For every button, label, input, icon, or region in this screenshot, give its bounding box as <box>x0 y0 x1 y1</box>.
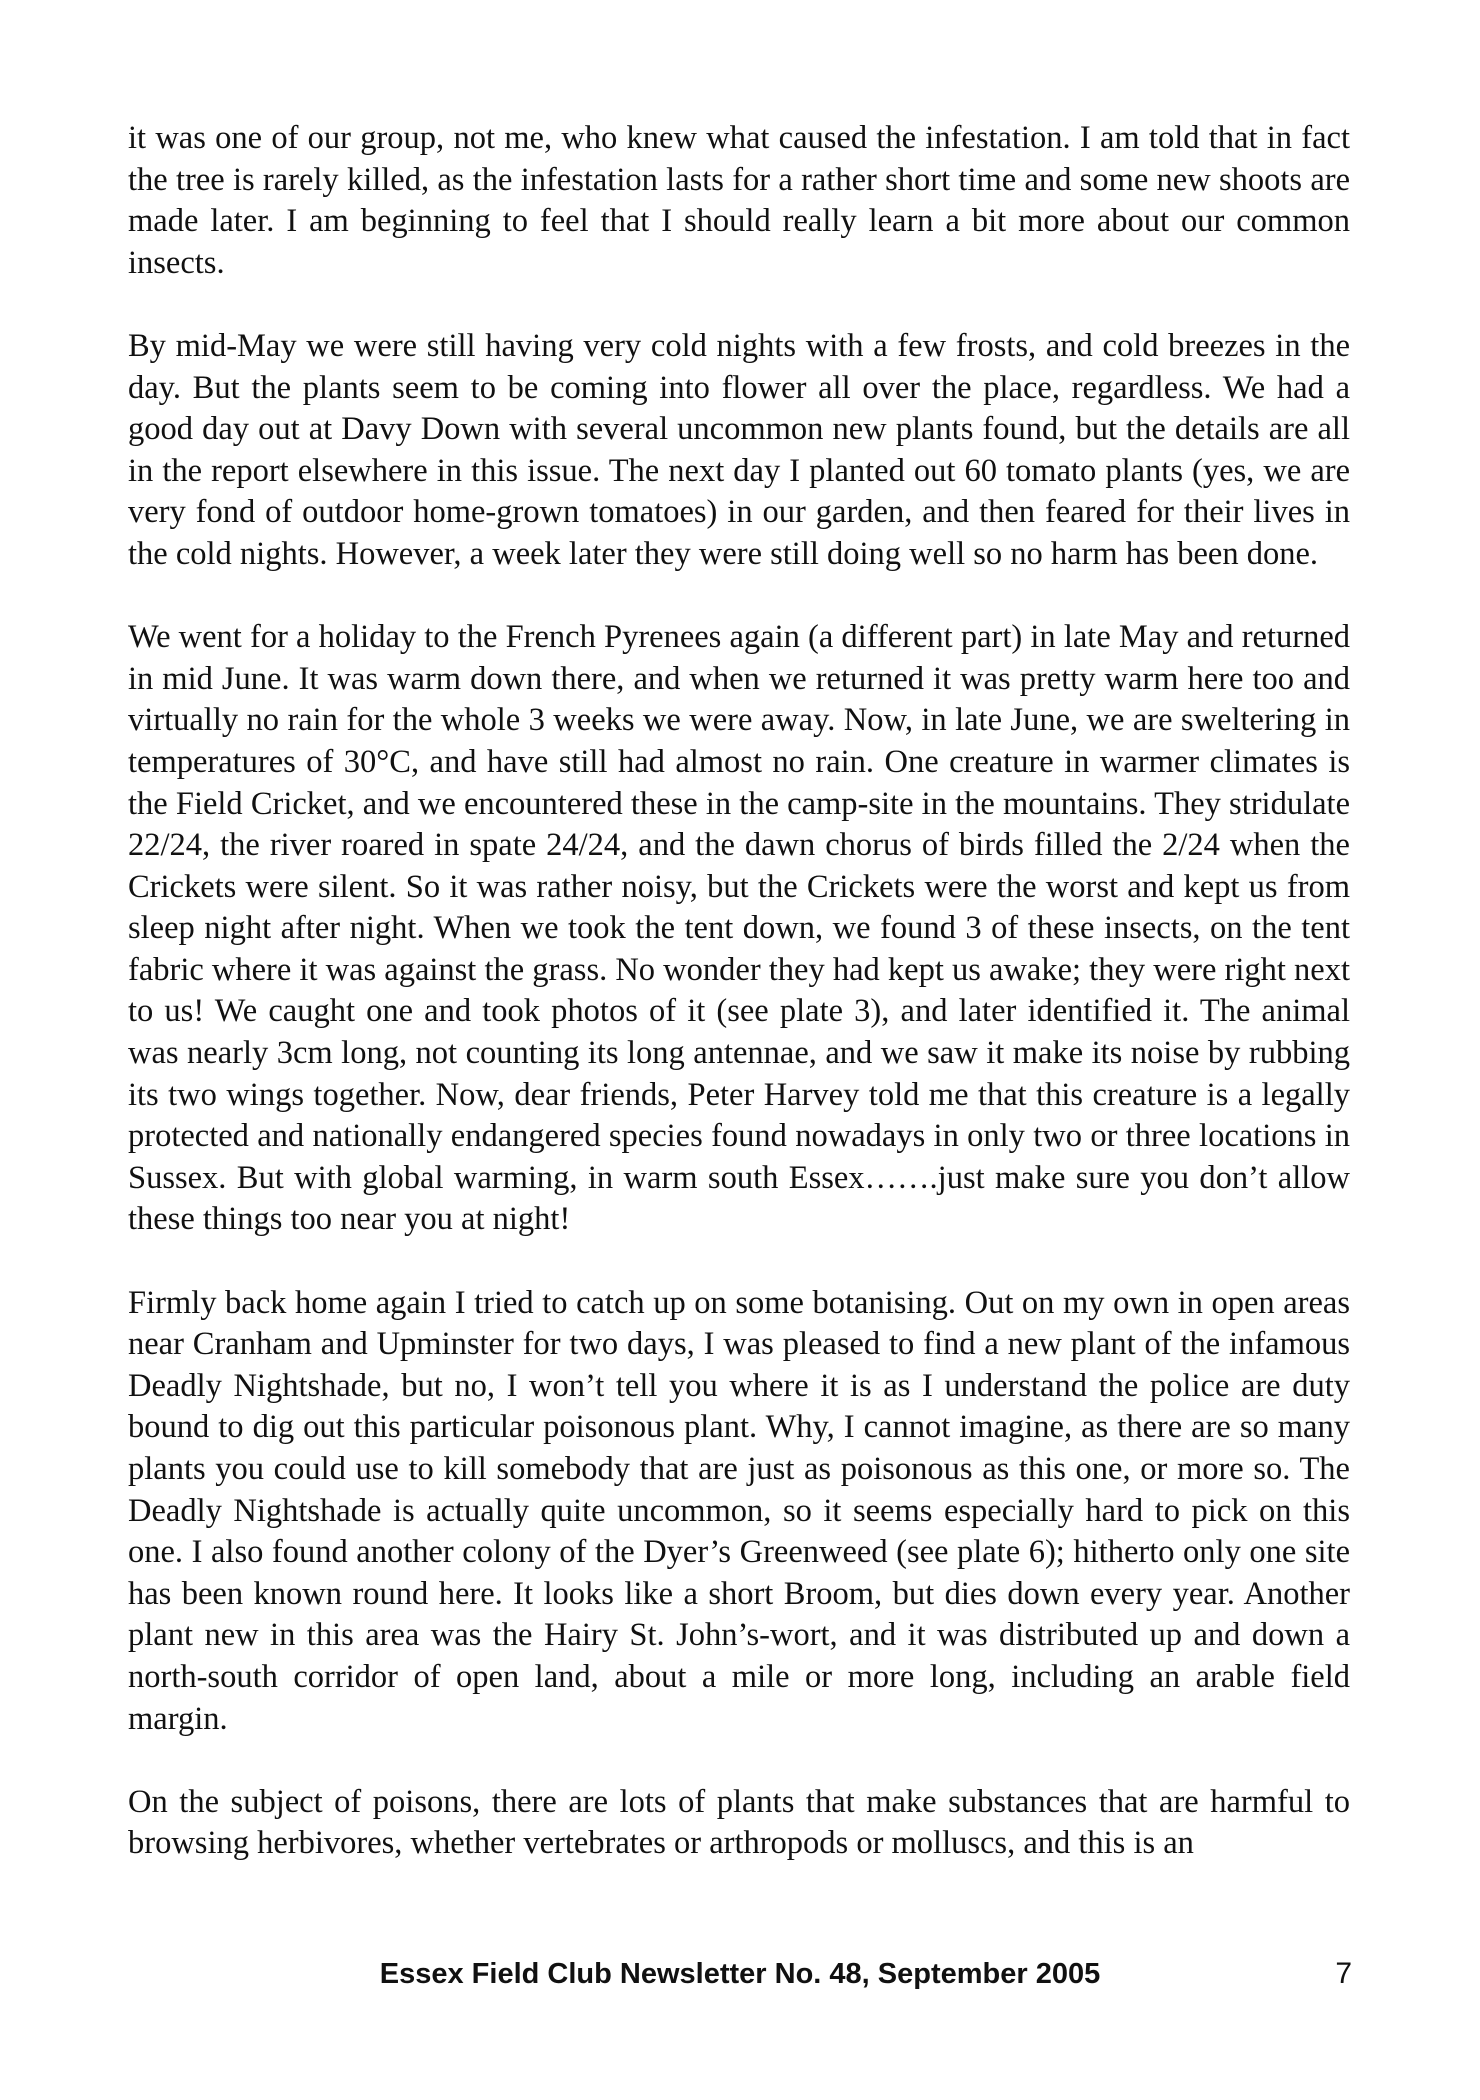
paragraph-2: By mid-May we were still having very cold nights with a few frosts, and cold breezes in the day. But the plants seem to be coming into flower all over the place, regardless. We had a good day out at Davy Down with several uncommon new plants found, but the details are all in the report elsewhere in this issue. The next day I planted out 60 tomato plants (yes, we are very fond of outdoor home-grown tomatoes) in our garden, and then feared for their lives in the cold nights. However, a week later they were still doing well so no harm has been done. <box>128 327 1350 572</box>
paragraph-3: We went for a holiday to the French Pyrenees again (a different part) in late May and returned in mid June. It was warm down there, and when we returned it was pretty warm here too and virtually no rain for the whole 3 weeks we were away. Now, in late June, we are sweltering in temperatures of 30°C, and have still had almost no rain. One creature in warmer climates is the Field Cricket, and we encountered these in the camp-site in the mountains. They stridulate 22/24, the river roared in spate 24/24, and the dawn chorus of birds filled the 2/24 when the Crickets were silent. So it was rather noisy, but the Crickets were the worst and kept us from sleep night after night. When we took the tent down, we found 3 of these insects, on the tent fabric where it was against the grass. No wonder they had kept us awake; they were right next to us! We caught one and took photos of it (see plate 3), and later identified it. The animal was nearly 3cm long, not counting its long antennae, and we saw it make its noise by rubbing its two wings together. Now, dear friends, Peter Harvey told me that this creature is a legally protected and nationally endangered species found nowadays in only two or three locations in Sussex. But with global warming, in warm south Essex…….just make sure you don’t allow these things too near you at night! <box>128 619 1350 1238</box>
paragraph-5: On the subject of poisons, there are lots of plants that make substances that are harmful to browsing herbivores, whether vertebrates or arthropods or molluscs, and this is an <box>128 1783 1350 1862</box>
footer-newsletter-title: Essex Field Club Newsletter No. 48, September 2005 <box>379 1958 1101 1990</box>
page-number: 7 <box>1335 1957 1352 1990</box>
paragraph-4: Firmly back home again I tried to catch up on some botanising. Out on my own in open areas near Cranham and Upminster for two days, I was pleased to find a new plant of the infamous Deadly Nightshade, but no, I won’t tell you where it is as I understand the police are duty bound to dig out this particular poisonous plant. Why, I cannot imagine, as there are so many plants you could use to kill somebody that are just as poisonous as this one, or more so. The Deadly Nightshade is actually quite uncommon, so it seems especially hard to pick on this one. I also found another colony of the Dyer’s Greenweed (see plate 6); hitherto only one site has been known round here. It looks like a short Broom, but dies down every year. Another plant new in this area was the Hairy St. John’s-wort, and it was distributed up and down a north-south corridor of open land, about a mile or more long, including an arable field margin. <box>128 1284 1350 1737</box>
paragraph-1: it was one of our group, not me, who knew what caused the infestation. I am told that in fact the tree is rarely killed, as the infestation lasts for a rather short time and some new shoots are made later. I am beginning to feel that I should really learn a bit more about our common insects. <box>128 120 1350 281</box>
article-body <box>128 118 1350 1907</box>
